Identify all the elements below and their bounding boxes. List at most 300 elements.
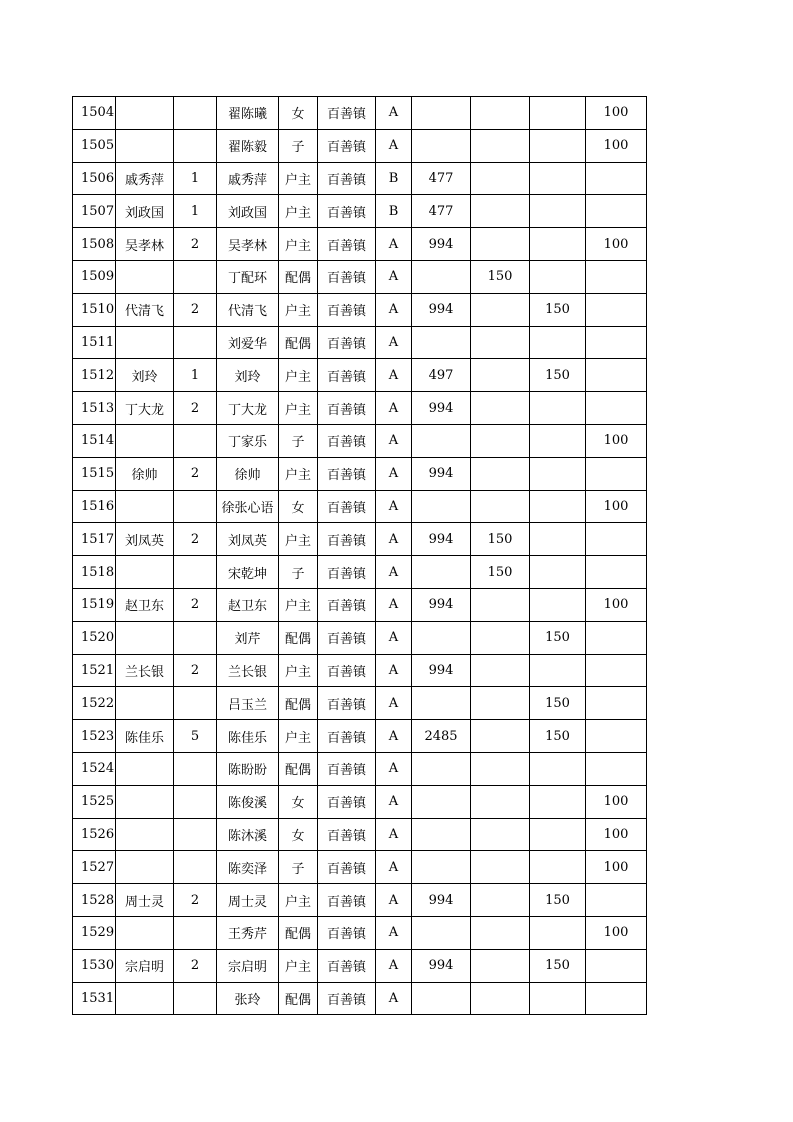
cell-amount-1 [412,129,471,162]
cell-amount-2 [471,851,530,884]
cell-amount-4 [586,162,647,195]
table-row [73,621,647,654]
cell-relation: 配偶 [279,752,318,785]
cell-amount-3 [530,818,586,851]
cell-relation: 子 [279,129,318,162]
table-body [73,97,647,1015]
cell-amount-2 [471,457,530,490]
cell-category: A [376,260,412,293]
cell-household-size: 2 [174,392,217,425]
cell-amount-1 [412,260,471,293]
cell-amount-3: 150 [530,687,586,720]
cell-category: A [376,97,412,130]
cell-relation: 子 [279,424,318,457]
cell-category: A [376,293,412,326]
cell-household-size: 2 [174,884,217,917]
cell-amount-1: 477 [412,162,471,195]
cell-row-number: 1505 [73,129,116,162]
cell-member-name: 宗启明 [217,949,279,982]
cell-category: A [376,982,412,1015]
cell-amount-1: 994 [412,392,471,425]
cell-household-head [116,556,174,589]
cell-household-size: 2 [174,457,217,490]
cell-row-number: 1512 [73,359,116,392]
cell-amount-3 [530,162,586,195]
cell-category: A [376,654,412,687]
cell-row-number: 1509 [73,260,116,293]
cell-household-head: 丁大龙 [116,392,174,425]
cell-member-name: 周士灵 [217,884,279,917]
cell-amount-2 [471,490,530,523]
cell-member-name: 丁家乐 [217,424,279,457]
cell-household-size: 2 [174,588,217,621]
cell-amount-2 [471,195,530,228]
table-row [73,982,647,1015]
cell-member-name: 代清飞 [217,293,279,326]
table-row [73,129,647,162]
cell-amount-1: 994 [412,293,471,326]
cell-town: 百善镇 [318,687,376,720]
cell-household-head: 赵卫东 [116,588,174,621]
cell-row-number: 1531 [73,982,116,1015]
cell-category: A [376,884,412,917]
cell-amount-1 [412,490,471,523]
cell-amount-2 [471,720,530,753]
cell-household-size: 1 [174,162,217,195]
cell-relation: 女 [279,97,318,130]
cell-relation: 配偶 [279,916,318,949]
cell-amount-2 [471,818,530,851]
cell-category: B [376,195,412,228]
cell-relation: 户主 [279,195,318,228]
cell-household-size [174,326,217,359]
cell-town: 百善镇 [318,884,376,917]
cell-household-head [116,97,174,130]
cell-town: 百善镇 [318,326,376,359]
cell-member-name: 陈俊溪 [217,785,279,818]
cell-amount-3 [530,752,586,785]
cell-amount-2 [471,982,530,1015]
table-row [73,260,647,293]
cell-amount-4 [586,654,647,687]
cell-amount-3: 150 [530,720,586,753]
cell-amount-2 [471,129,530,162]
cell-household-head: 兰长银 [116,654,174,687]
cell-household-size [174,851,217,884]
cell-amount-4 [586,752,647,785]
cell-category: A [376,326,412,359]
cell-amount-3 [530,129,586,162]
cell-row-number: 1511 [73,326,116,359]
cell-row-number: 1518 [73,556,116,589]
table-row [73,884,647,917]
cell-household-size [174,490,217,523]
cell-amount-3 [530,523,586,556]
cell-amount-3 [530,490,586,523]
cell-amount-2 [471,621,530,654]
table-row [73,818,647,851]
cell-amount-2 [471,916,530,949]
cell-amount-1 [412,424,471,457]
cell-amount-4 [586,359,647,392]
table-row [73,162,647,195]
cell-town: 百善镇 [318,851,376,884]
table-row [73,326,647,359]
cell-household-head [116,326,174,359]
cell-category: A [376,392,412,425]
cell-amount-4: 100 [586,916,647,949]
cell-amount-1 [412,556,471,589]
cell-amount-3 [530,785,586,818]
table-row [73,556,647,589]
cell-category: A [376,523,412,556]
table-row [73,523,647,556]
cell-town: 百善镇 [318,752,376,785]
cell-row-number: 1517 [73,523,116,556]
cell-household-size [174,687,217,720]
cell-row-number: 1524 [73,752,116,785]
cell-household-size: 2 [174,523,217,556]
cell-amount-3 [530,260,586,293]
cell-amount-1: 2485 [412,720,471,753]
cell-amount-2 [471,654,530,687]
cell-member-name: 张玲 [217,982,279,1015]
cell-household-size: 2 [174,293,217,326]
cell-amount-4 [586,523,647,556]
cell-category: A [376,949,412,982]
cell-town: 百善镇 [318,490,376,523]
cell-category: A [376,720,412,753]
cell-amount-2 [471,687,530,720]
table-row [73,720,647,753]
cell-relation: 配偶 [279,326,318,359]
cell-relation: 户主 [279,228,318,261]
cell-town: 百善镇 [318,195,376,228]
cell-amount-2 [471,97,530,130]
cell-amount-3 [530,982,586,1015]
cell-household-size [174,260,217,293]
cell-row-number: 1513 [73,392,116,425]
cell-category: A [376,818,412,851]
cell-row-number: 1515 [73,457,116,490]
cell-amount-1 [412,818,471,851]
table-row [73,228,647,261]
cell-amount-3: 150 [530,621,586,654]
cell-amount-3: 150 [530,884,586,917]
cell-category: A [376,588,412,621]
cell-relation: 女 [279,490,318,523]
cell-row-number: 1516 [73,490,116,523]
cell-member-name: 刘爱华 [217,326,279,359]
cell-amount-4 [586,720,647,753]
cell-row-number: 1529 [73,916,116,949]
cell-town: 百善镇 [318,785,376,818]
cell-relation: 户主 [279,654,318,687]
cell-town: 百善镇 [318,97,376,130]
cell-household-head [116,687,174,720]
cell-town: 百善镇 [318,359,376,392]
cell-town: 百善镇 [318,982,376,1015]
cell-town: 百善镇 [318,621,376,654]
cell-household-size [174,129,217,162]
cell-amount-2 [471,785,530,818]
cell-member-name: 兰长银 [217,654,279,687]
cell-amount-2 [471,949,530,982]
cell-amount-2 [471,293,530,326]
cell-relation: 配偶 [279,982,318,1015]
cell-town: 百善镇 [318,949,376,982]
cell-member-name: 刘玲 [217,359,279,392]
cell-household-head: 吴孝林 [116,228,174,261]
cell-town: 百善镇 [318,392,376,425]
cell-town: 百善镇 [318,228,376,261]
cell-amount-4: 100 [586,424,647,457]
cell-amount-4 [586,195,647,228]
cell-category: A [376,228,412,261]
cell-household-head: 周士灵 [116,884,174,917]
cell-relation: 户主 [279,293,318,326]
cell-household-head [116,851,174,884]
cell-row-number: 1504 [73,97,116,130]
cell-amount-4: 100 [586,785,647,818]
cell-category: A [376,785,412,818]
cell-member-name: 宋乾坤 [217,556,279,589]
cell-amount-2 [471,752,530,785]
cell-category: A [376,752,412,785]
cell-household-size [174,916,217,949]
cell-household-head [116,424,174,457]
cell-amount-3: 150 [530,293,586,326]
cell-relation: 子 [279,851,318,884]
cell-amount-1 [412,326,471,359]
cell-member-name: 陈盼盼 [217,752,279,785]
cell-amount-1: 994 [412,588,471,621]
cell-amount-4: 100 [586,228,647,261]
cell-household-size: 2 [174,654,217,687]
cell-member-name: 吴孝林 [217,228,279,261]
cell-row-number: 1506 [73,162,116,195]
cell-amount-4: 100 [586,97,647,130]
cell-row-number: 1525 [73,785,116,818]
cell-member-name: 刘芹 [217,621,279,654]
cell-amount-4: 100 [586,129,647,162]
cell-amount-3 [530,457,586,490]
cell-category: A [376,851,412,884]
table-row [73,949,647,982]
cell-household-size [174,818,217,851]
cell-category: A [376,556,412,589]
cell-household-size: 2 [174,228,217,261]
table-row [73,97,647,130]
data-table [72,96,647,1015]
cell-amount-1: 994 [412,457,471,490]
cell-household-size: 2 [174,949,217,982]
cell-amount-2: 150 [471,523,530,556]
cell-member-name: 戚秀萍 [217,162,279,195]
cell-household-size [174,621,217,654]
cell-row-number: 1519 [73,588,116,621]
cell-amount-3 [530,195,586,228]
cell-amount-4: 100 [586,851,647,884]
cell-relation: 配偶 [279,687,318,720]
cell-household-head [116,916,174,949]
cell-row-number: 1522 [73,687,116,720]
cell-household-head [116,982,174,1015]
cell-amount-4 [586,621,647,654]
cell-member-name: 陈沐溪 [217,818,279,851]
cell-amount-2 [471,228,530,261]
cell-amount-2 [471,884,530,917]
cell-relation: 户主 [279,162,318,195]
cell-member-name: 翟陈曦 [217,97,279,130]
cell-amount-4 [586,982,647,1015]
cell-amount-1 [412,982,471,1015]
cell-relation: 子 [279,556,318,589]
table-row [73,687,647,720]
cell-household-head: 陈佳乐 [116,720,174,753]
cell-category: A [376,359,412,392]
cell-relation: 户主 [279,884,318,917]
cell-town: 百善镇 [318,293,376,326]
cell-amount-1 [412,97,471,130]
cell-household-head [116,785,174,818]
cell-town: 百善镇 [318,588,376,621]
table-row [73,916,647,949]
cell-amount-4 [586,556,647,589]
cell-category: A [376,621,412,654]
cell-relation: 户主 [279,392,318,425]
cell-category: B [376,162,412,195]
cell-amount-1 [412,621,471,654]
cell-amount-4 [586,326,647,359]
cell-amount-1: 994 [412,523,471,556]
cell-member-name: 吕玉兰 [217,687,279,720]
cell-row-number: 1528 [73,884,116,917]
cell-town: 百善镇 [318,260,376,293]
cell-household-head [116,621,174,654]
cell-amount-4: 100 [586,588,647,621]
cell-member-name: 徐帅 [217,457,279,490]
cell-amount-3 [530,392,586,425]
cell-town: 百善镇 [318,818,376,851]
cell-town: 百善镇 [318,720,376,753]
table-row [73,424,647,457]
cell-row-number: 1530 [73,949,116,982]
cell-amount-1 [412,785,471,818]
table-row [73,457,647,490]
cell-amount-2 [471,162,530,195]
cell-household-head: 刘玲 [116,359,174,392]
table-row [73,359,647,392]
cell-amount-3 [530,916,586,949]
cell-row-number: 1523 [73,720,116,753]
cell-relation: 户主 [279,949,318,982]
cell-amount-4: 100 [586,490,647,523]
cell-household-head: 戚秀萍 [116,162,174,195]
cell-amount-3: 150 [530,949,586,982]
cell-relation: 配偶 [279,621,318,654]
cell-household-head [116,490,174,523]
cell-row-number: 1510 [73,293,116,326]
cell-row-number: 1514 [73,424,116,457]
cell-amount-1 [412,851,471,884]
table-row [73,588,647,621]
cell-town: 百善镇 [318,556,376,589]
cell-household-head: 刘政国 [116,195,174,228]
cell-amount-1 [412,752,471,785]
cell-household-head [116,129,174,162]
cell-row-number: 1507 [73,195,116,228]
cell-household-size [174,982,217,1015]
table-row [73,752,647,785]
cell-member-name: 陈佳乐 [217,720,279,753]
cell-amount-2 [471,424,530,457]
table-row [73,392,647,425]
cell-amount-2: 150 [471,260,530,293]
cell-category: A [376,424,412,457]
cell-member-name: 徐张心语 [217,490,279,523]
cell-amount-3 [530,556,586,589]
cell-amount-3 [530,654,586,687]
cell-category: A [376,490,412,523]
cell-household-head: 宗启明 [116,949,174,982]
cell-amount-2 [471,588,530,621]
cell-relation: 户主 [279,720,318,753]
cell-town: 百善镇 [318,457,376,490]
cell-member-name: 丁配环 [217,260,279,293]
cell-town: 百善镇 [318,129,376,162]
cell-amount-3 [530,588,586,621]
cell-relation: 女 [279,818,318,851]
cell-amount-1: 994 [412,884,471,917]
cell-relation: 户主 [279,359,318,392]
table-row [73,654,647,687]
cell-town: 百善镇 [318,523,376,556]
cell-row-number: 1521 [73,654,116,687]
cell-amount-2: 150 [471,556,530,589]
cell-amount-3 [530,424,586,457]
cell-amount-2 [471,359,530,392]
cell-household-head: 刘凤英 [116,523,174,556]
table-row [73,490,647,523]
cell-amount-4 [586,260,647,293]
cell-amount-3 [530,851,586,884]
cell-category: A [376,457,412,490]
cell-row-number: 1520 [73,621,116,654]
cell-amount-1: 994 [412,949,471,982]
cell-relation: 配偶 [279,260,318,293]
cell-amount-4 [586,687,647,720]
cell-row-number: 1527 [73,851,116,884]
cell-relation: 户主 [279,523,318,556]
cell-household-head [116,818,174,851]
cell-amount-1: 497 [412,359,471,392]
cell-member-name: 陈奕泽 [217,851,279,884]
cell-amount-4 [586,293,647,326]
cell-member-name: 赵卫东 [217,588,279,621]
table-row [73,293,647,326]
cell-household-head: 徐帅 [116,457,174,490]
table-row [73,785,647,818]
cell-amount-1 [412,916,471,949]
cell-town: 百善镇 [318,654,376,687]
cell-amount-2 [471,392,530,425]
cell-member-name: 翟陈毅 [217,129,279,162]
cell-household-size [174,785,217,818]
cell-member-name: 王秀芹 [217,916,279,949]
cell-amount-1: 994 [412,654,471,687]
cell-category: A [376,129,412,162]
